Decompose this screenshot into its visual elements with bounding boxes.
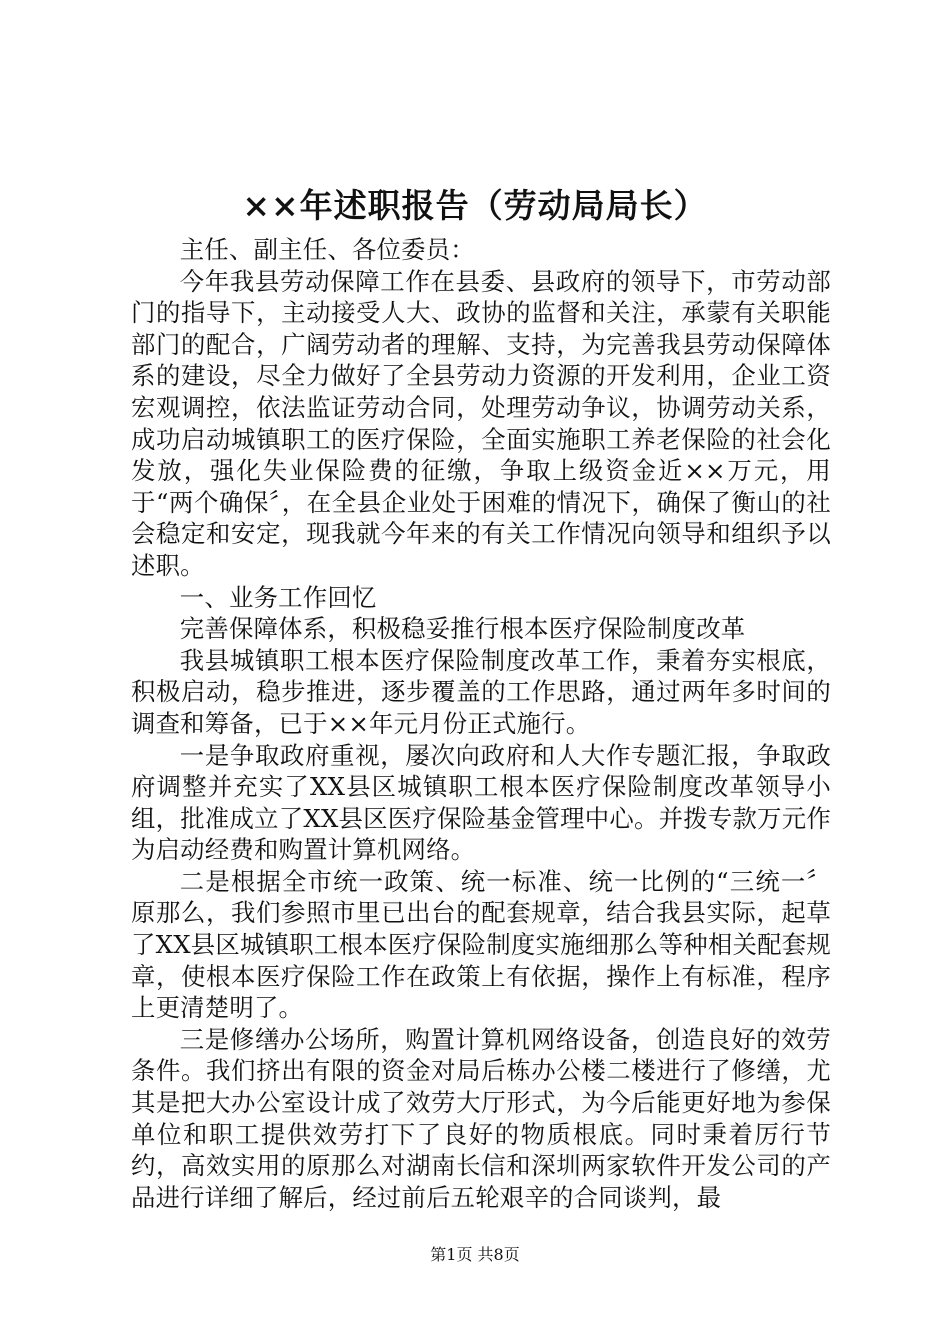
body-paragraph: 一是争取政府重视，屡次向政府和人大作专题汇报，争取政府调整并充实了XX县区城镇职工根本医疗保险制度改革领导小组，批准成立了XX县区医疗保险基金管理中心。并拨专款万元作为启动经费和购置计算机网络。: [131, 740, 831, 865]
salutation-paragraph: 主任、副主任、各位委员：: [179, 235, 475, 264]
body-paragraph: 三是修缮办公场所，购置计算机网络设备，创造良好的效劳条件。我们挤出有限的资金对局后栋办公楼二楼进行了修缮，尤其是把大办公室设计成了效劳大厅形式，为今后能更好地为参保单位和职工提供效劳打下了良好的物质根底。同时秉着厉行节约，高效实用的原那么对湖南长信和深圳两家软件开发公司的产品进行详细了解后，经过前后五轮艰辛的合同谈判，最: [131, 1024, 831, 1212]
page-number-footer: 第1页 共8页: [430, 1245, 520, 1264]
body-paragraph: 我县城镇职工根本医疗保险制度改革工作，秉着夯实根底，积极启动，稳步推进，逐步覆盖的工作思路，通过两年多时间的调查和筹备，已于××年元月份正式施行。: [131, 645, 831, 738]
document-body: [131, 234, 831, 1213]
document-title: ××年述职报告（劳动局局长）: [242, 186, 708, 225]
intro-paragraph: 今年我县劳动保障工作在县委、县政府的领导下，市劳动部门的指导下，主动接受人大、政协的监督和关注，承蒙有关职能部门的配合，广阔劳动者的理解、支持，为完善我县劳动保障体系的建设，尽全力做好了全县劳动力资源的开发利用，企业工资宏观调控，依法监证劳动合同，处理劳动争议，协调劳动关系，成功启动城镇职工的医疗保险，全面实施职工养老保险的社会化发放，强化失业保险费的征缴，争取上级资金近××万元，用于“两个确保〞，在全县企业处于困难的情况下，确保了衡山的社会稳定和安定，现我就今年来的有关工作情况向领导和组织予以述职。: [131, 266, 831, 580]
section-heading: 一、业务工作回忆: [179, 582, 377, 612]
body-paragraph: 二是根据全市统一政策、统一标准、统一比例的“三统一〞原那么，我们参照市里已出台的配套规章，结合我县实际，起草了XX县区城镇职工根本医疗保险制度实施细那么等种相关配套规章，使根本医疗保险工作在政策上有依据，操作上有标准，程序上更清楚明了。: [131, 866, 831, 1023]
subsection-heading: 完善保障体系，积极稳妥推行根本医疗保险制度改革: [179, 614, 746, 644]
